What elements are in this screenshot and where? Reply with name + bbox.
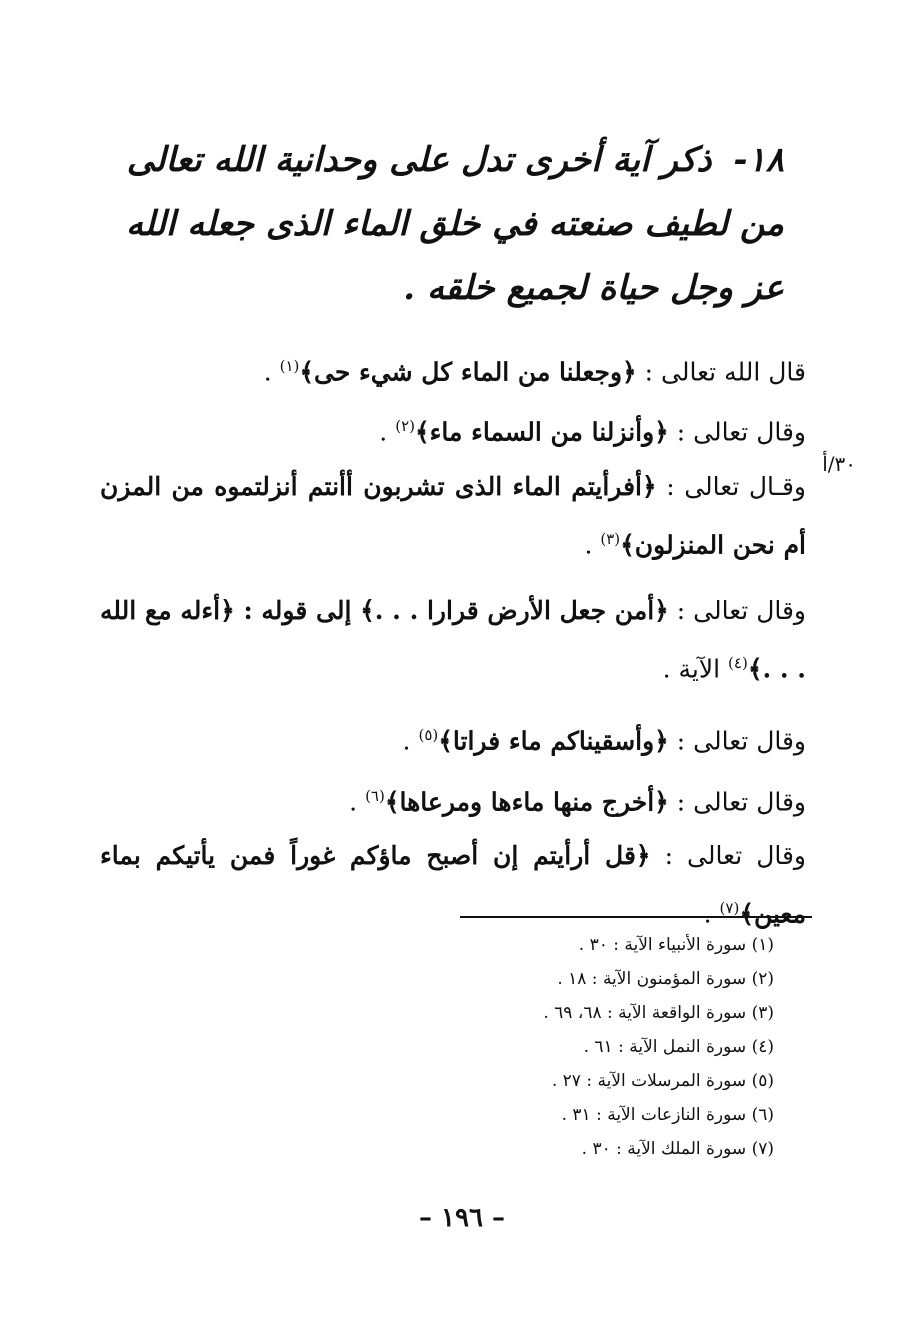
verse-quote: ﴿أمن جعل الأرض قرارا . . .﴾ إلى قوله : ﴿أءله مع الله . . .﴾: [100, 595, 806, 684]
verse-intro: وقال تعالى :: [676, 786, 806, 816]
footnote-ref: (١): [279, 357, 300, 375]
verse-tail: .: [402, 726, 411, 756]
footnote-divider: [460, 916, 812, 918]
footnotes: [543, 928, 774, 1166]
verse-tail: .: [703, 899, 712, 929]
verse-item: [100, 770, 806, 828]
section-number: ١٨-: [733, 140, 784, 180]
verse-item: [100, 709, 806, 767]
manuscript-folio-note: ٣٠/أ: [822, 452, 856, 476]
footnote-item: (٢) سورة المؤمنون الآية : ١٨ .: [557, 969, 774, 989]
verse-item: [100, 830, 806, 940]
verse-tail: .: [349, 786, 358, 816]
verse-intro: وقال تعالى :: [676, 726, 806, 756]
section-heading: [104, 128, 784, 320]
verse-item: [100, 400, 806, 458]
page-number: – ١٩٦ –: [418, 1203, 506, 1233]
footnote-item: (٥) سورة المرسلات الآية : ٢٧ .: [551, 1071, 774, 1091]
verse-intro: وقال تعالى :: [676, 595, 807, 625]
verse-tail: .: [263, 357, 272, 387]
footnote-ref: (٢): [395, 417, 415, 436]
verse-intro: وقال تعالى :: [676, 417, 806, 447]
verse-item: [100, 340, 806, 398]
footnote-ref: (٣): [600, 529, 621, 548]
footnote-ref: (٥): [418, 726, 439, 745]
footnote-ref: (٧): [719, 898, 740, 917]
footnote-item: (٤) سورة النمل الآية : ٦١ .: [583, 1037, 774, 1057]
verse-item: [100, 585, 806, 695]
footnote-item: (١) سورة الأنبياء الآية : ٣٠ .: [578, 935, 774, 955]
footnote-item: (٦) سورة النازعات الآية : ٣١ .: [561, 1105, 774, 1125]
verse-list: [100, 340, 806, 942]
verse-tail: .: [584, 529, 593, 559]
footnote-ref: (٤): [728, 653, 748, 672]
verse-intro: وقال تعالى :: [664, 840, 806, 870]
verse-intro: وقـال تعالى :: [666, 471, 806, 501]
verse-quote: ﴿وجعلنا من الماء كل شيء حى﴾: [299, 357, 637, 387]
verse-intro: قال الله تعالى :: [644, 357, 806, 387]
verse-quote: ﴿وأنزلنا من السماء ماء﴾: [414, 417, 669, 447]
verse-item: [100, 461, 806, 571]
verse-quote: ﴿وأسقيناكم ماء فراتا﴾: [438, 726, 669, 756]
section-title: ذكر آية أخرى تدل على وحدانية الله تعالى من لطيف صنعته في خلق الماء الذى جعله الله عز وجل حياة لجميع خلقه .: [125, 140, 784, 308]
footnote-item: (٣) سورة الواقعة الآية : ٦٨، ٦٩ .: [543, 1003, 774, 1023]
verse-quote: ﴿أفرأيتم الماء الذى تشربون أأنتم أنزلتموه من المزن أم نحن المنزلون﴾: [100, 471, 806, 559]
verse-tail: الآية .: [662, 654, 721, 684]
footnote-item: (٧) سورة الملك الآية : ٣٠ .: [581, 1139, 774, 1159]
verse-quote: ﴿أخرج منها ماءها ومرعاها﴾: [384, 786, 669, 816]
footnote-ref: (٦): [365, 786, 385, 805]
verse-tail: .: [379, 417, 388, 447]
verse-quote: ﴿قل أرأيتم إن أصبح ماؤكم غوراً فمن يأتيكم بماء معين﴾: [100, 840, 806, 929]
